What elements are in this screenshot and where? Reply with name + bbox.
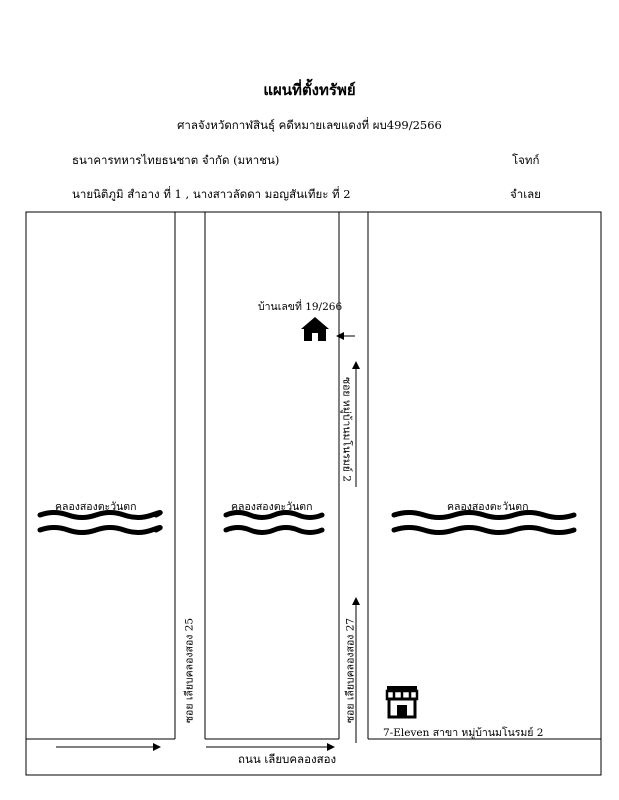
plaintiff-role: โจทก์: [512, 153, 540, 167]
map-frame: [26, 212, 601, 775]
map-title: แผนที่ตั้งทรัพย์: [263, 81, 356, 99]
case-subtitle: ศาลจังหวัดกาฬสินธุ์ คดีหมายเลขแดงที่ ผบ499/2566: [177, 118, 442, 132]
store-icon: [385, 684, 419, 719]
store-label: 7-Eleven สาขา หมู่บ้านมโนรมย์ 2: [383, 727, 544, 739]
plaintiff-name: ธนาคารทหารไทยธนชาต จำกัด (มหาชน): [72, 153, 280, 167]
wave-icon: [394, 528, 574, 533]
house-icon: [300, 316, 330, 342]
defendant-role: จำเลย: [510, 187, 541, 201]
soi-village-label: ซอย หมู่บ้านมโนรมย์ 2: [340, 377, 353, 482]
wave-icon: [226, 528, 322, 533]
soi-27-label: ซอย เลียบคลองสอง 27: [344, 617, 357, 724]
property-label: บ้านเลขที่ 19/266: [258, 301, 343, 313]
direction-arrows: [56, 336, 356, 747]
canal-label-middle: คลองสองตะวันตก: [231, 501, 313, 513]
canal-waves: [40, 513, 574, 533]
main-road-label: ถนน เลียบคลองสอง: [238, 752, 337, 766]
road-outlines: [26, 212, 601, 739]
canal-label-right: คลองสองตะวันตก: [447, 501, 529, 513]
canal-label-left: คลองสองตะวันตก: [55, 501, 137, 513]
soi-25-label: ซอย เลียบคลองสอง 25: [183, 617, 196, 724]
defendant-names: นายนิติภูมิ สำอาง ที่ 1 , นางสาวลัดดา มอญสันเทียะ ที่ 2: [72, 187, 351, 201]
wave-icon: [40, 528, 160, 533]
